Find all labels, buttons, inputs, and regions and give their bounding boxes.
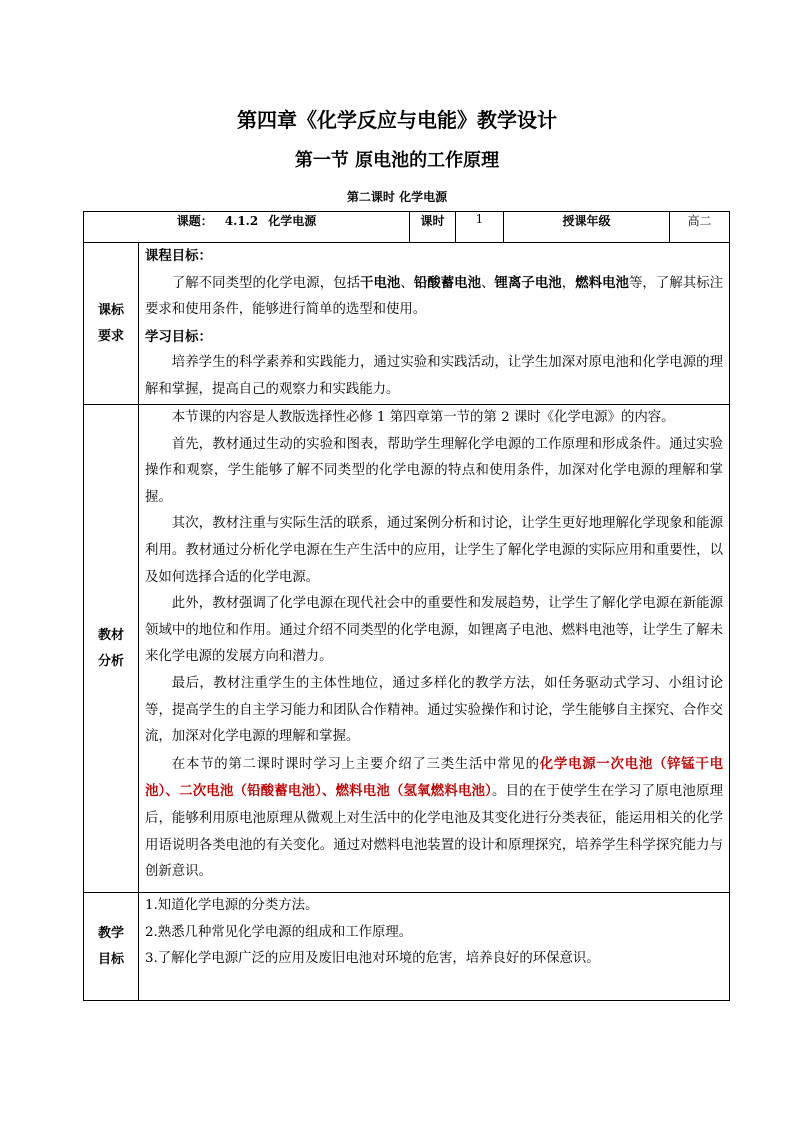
- course-goal-lead-acid: 铅酸蓄电池: [413, 274, 482, 291]
- topic-name: 化学电源: [268, 214, 317, 228]
- objective-item-1: 1.知道化学电源的分类方法。: [145, 898, 319, 913]
- topic-cell: [84, 212, 410, 243]
- curriculum-row: [84, 243, 730, 405]
- grade-label: 授课年级: [504, 212, 670, 243]
- textbook-p6-rest: 。目的在于使学生在学习了原电池原理后，能够利用原电池原理从微观上对生活中的化学电池及其变化进行分类表征，能运用相关的化学用语说明各类电池的有关变化。通过对燃料电池装置的设计和原理探究，培养学生科学探究能力与创新意识。: [145, 784, 724, 880]
- topic-label: 课题：: [176, 214, 213, 228]
- objective-item-2: 2.熟悉几种常见化学电源的组成和工作原理。: [145, 924, 413, 940]
- objective-item-3: 3.了解化学电源广泛的应用及废旧电池对环境的危害，培养良好的环保意识。: [145, 951, 600, 967]
- objectives-row: [84, 893, 730, 1001]
- curriculum-side-label: [84, 243, 139, 405]
- textbook-paragraph-6: [145, 751, 723, 886]
- course-goal-lithium-ion: 锂离子电池: [494, 274, 562, 291]
- lesson-subtitle: 第二课时 化学电源: [346, 190, 448, 204]
- document-title: 第四章《化学反应与电能》教学设计: [237, 108, 557, 132]
- textbook-paragraph-1: 本节课的内容是人教版选择性必修 1 第四章第一节的第 2 课时《化学电源》的内容。: [171, 410, 675, 425]
- learning-goal-heading: 学习目标：: [145, 328, 212, 345]
- course-goal-dry-cell: 干电池: [360, 274, 401, 291]
- course-goal-sep1: 、: [400, 275, 414, 291]
- lesson-plan-table: [83, 211, 730, 1001]
- objectives-content: [139, 893, 730, 1001]
- course-goal-fuel-cell: 燃料电池: [575, 274, 629, 291]
- textbook-row: [84, 405, 730, 893]
- learning-goal-text: 培养学生的科学素养和实践能力，通过实验和实践活动，让学生加深对原电池和化学电源的理解和掌握，提高自己的观察力和实践能力。: [145, 355, 723, 397]
- section-title: 第一节 原电池的工作原理: [294, 150, 500, 171]
- curriculum-label-line2: 要求: [97, 328, 124, 344]
- course-goal-text: [145, 270, 723, 324]
- course-goal-sep2: 、: [481, 275, 495, 291]
- textbook-label-line2: 分析: [97, 653, 124, 669]
- textbook-paragraph-2: 首先，教材通过生动的实验和图表，帮助学生理解化学电源的工作原理和形成条件。通过实验操作和观察，学生能够了解不同类型的化学电源的特点和使用条件，加深对化学电源的理解和掌握。: [145, 436, 723, 505]
- course-goal-heading: 课程目标：: [145, 248, 212, 264]
- textbook-label-line1: 教材: [97, 627, 124, 643]
- textbook-side-label: [84, 405, 139, 893]
- textbook-p6-intro: 在本节的第二课时课时学习上主要介绍了三类生活中常见的: [171, 756, 540, 772]
- textbook-content: [139, 405, 730, 893]
- curriculum-content: [139, 243, 730, 405]
- textbook-paragraph-3: 其次，教材注重与实际生活的联系，通过案例分析和讨论，让学生更好地理解化学现象和能源利用。教材通过分析化学电源在生产生活中的应用，让学生了解化学电源的实际应用和重要性，以及如何选择合适的化学电源。: [145, 516, 723, 585]
- textbook-paragraph-5: 最后，教材注重学生的主体性地位，通过多样化的教学方法，如任务驱动式学习、小组讨论等，提高学生的自主学习能力和团队合作精神。通过实验操作和讨论，学生能够自主探究、合作交流，加深对化学电源的理解和掌握。: [145, 675, 723, 745]
- grade-value: 高二: [670, 212, 730, 243]
- objectives-label-line2: 目标: [97, 951, 124, 967]
- textbook-paragraph-4: 此外，教材强调了化学电源在现代社会中的重要性和发展趋势，让学生了解化学电源在新能源领域中的地位和作用。通过介绍不同类型的化学电源，如锂离子电池、燃料电池等，让学生了解未来化学电源的发展方向和潜力。: [145, 596, 723, 665]
- periods-value: 1: [456, 212, 504, 243]
- textbook-p6-highlight: 化学电源一次电池（锌锰干电池）、二次电池（铅酸蓄电池）、燃料电池（氢氧燃料电池）: [145, 755, 724, 800]
- curriculum-label-line1: 课标: [97, 302, 124, 318]
- objectives-label-line1: 教学: [97, 925, 124, 941]
- course-goal-sep3: ，: [561, 275, 576, 291]
- periods-label: 课时: [410, 212, 456, 243]
- topic-code: 4.1.2: [224, 214, 259, 228]
- objectives-side-label: [84, 893, 139, 1001]
- course-goal-text-a: 了解不同类型的化学电源，包括: [171, 275, 361, 291]
- header-row: [84, 212, 730, 243]
- course-goal-text-c: 等，了解其标注要求和使用条件，能够进行简单的选型和使用。: [145, 275, 724, 318]
